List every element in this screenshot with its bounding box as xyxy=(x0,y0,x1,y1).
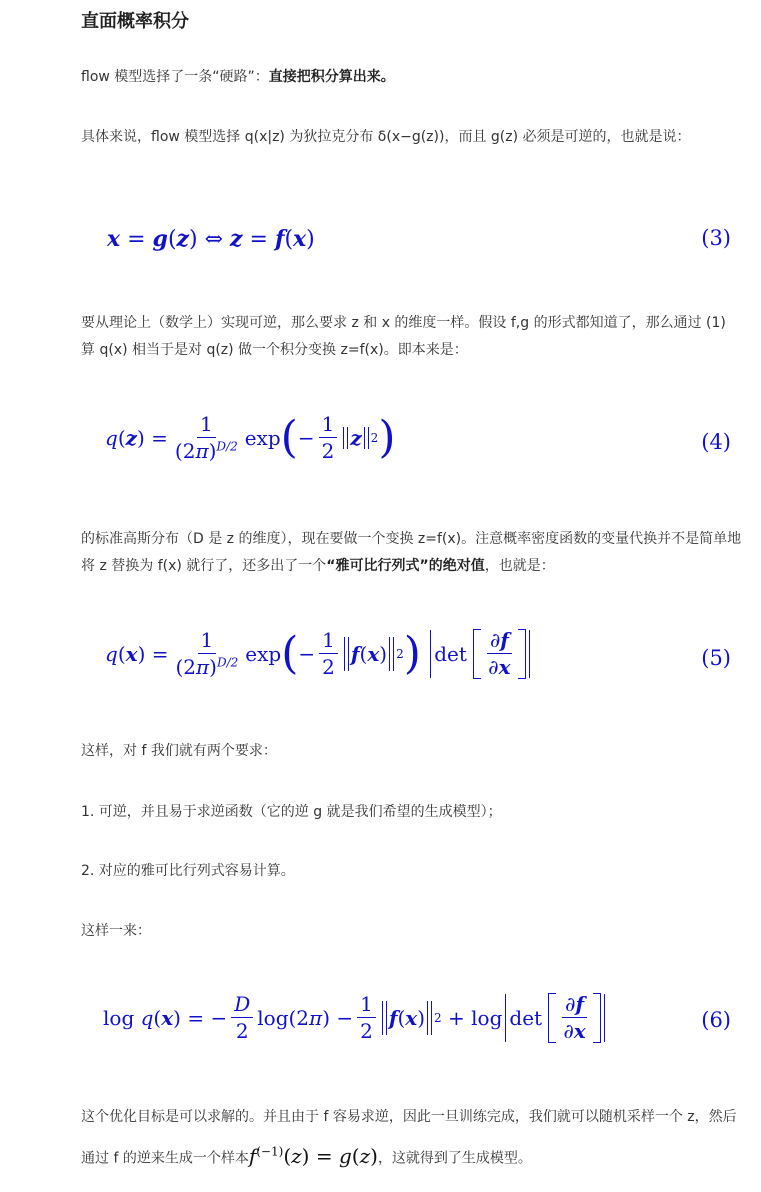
paragraph-dirac: 具体来说，flow 模型选择 q(x|z) 为狄拉克分布 δ(x−g(z))，而且 g(z) 必须是可逆的，也就是说： xyxy=(81,129,691,145)
list-item-2: 2. 对应的雅可比行列式容易计算。 xyxy=(81,863,295,879)
paragraph-invertible: 要从理论上（数学上）实现可逆，那么要求 z 和 x 的维度一样。假设 f,g 的形式都知道了，那么通过 (1) 算 q(x) 相当于是对 q(z) 做一个积分变换 z=f(x)。即本来是： xyxy=(81,315,726,358)
paragraph-thus: 这样一来： xyxy=(81,923,151,939)
jacobian-bold: “雅可比行列式”的绝对值 xyxy=(326,558,485,574)
equation-6: log q ( x ) = − $\frac{D}{2}$ log(2 π ) − $\frac{1}{2}$ f ( x ) 2 + log det $\frac{\partial f}{\partial x}$ (6) xyxy=(103,992,731,1043)
equation-number-5: (5) xyxy=(701,646,731,670)
jacobian-text: 的标准高斯分布（D 是 z 的维度），现在要做一个变换 z=f(x)。注意概率密度函数的变量代换并不是简单地将 z 替换为 f(x) 就行了，还多出了一个 xyxy=(81,531,742,574)
equation-number-3: (3) xyxy=(701,226,731,250)
list-item-1: 1. 可逆，并且易于求逆函数（它的逆 g 就是我们希望的生成模型）； xyxy=(81,804,502,820)
equation-number-6: (6) xyxy=(701,1008,731,1032)
conclusion-text-end: ，这就得到了生成模型。 xyxy=(377,1150,532,1167)
conclusion-text: 这个优化目标是可以求解的。并且由于 f 容易求逆，因此一旦训练完成，我们就可以随机采样一个 z，然后通过 f 的逆来生成一个样本 xyxy=(81,1109,737,1167)
section-heading: 直面概率积分 xyxy=(81,11,189,32)
equiv-arrow: ⇔ xyxy=(204,226,224,252)
equation-number-4: (4) xyxy=(701,430,731,454)
jacobian-text-end: ，也就是： xyxy=(484,558,555,574)
paragraph-intro xyxy=(81,64,743,91)
paragraph-conclusion xyxy=(81,1100,743,1176)
paragraph-jacobian xyxy=(81,526,743,580)
intro-text: flow 模型选择了一条“硬路”： xyxy=(81,69,269,85)
equation-5: q ( x ) = $\frac{1}{(2\pi)^{D/2}}$ exp ( − $\frac{1}{2}$ f ( x ) 2 ) det $\frac{\partial f}{\partial x}$ (5) xyxy=(105,627,731,679)
equation-3: x = g ( z ) ⇔ z = f ( x ) (3) xyxy=(107,226,731,252)
equation-4: q ( z ) = $\frac{1}{(2\pi)^{D/2}}$ exp ( − $\frac{1}{2}$ z 2 ) (4) xyxy=(105,411,731,463)
inline-inverse-formula: $f^{(-1)}(z) = g(z)$ xyxy=(248,1143,378,1168)
intro-bold: 直接把积分算出来。 xyxy=(268,69,395,85)
paragraph-requirements: 这样，对 f 我们就有两个要求： xyxy=(81,743,277,759)
